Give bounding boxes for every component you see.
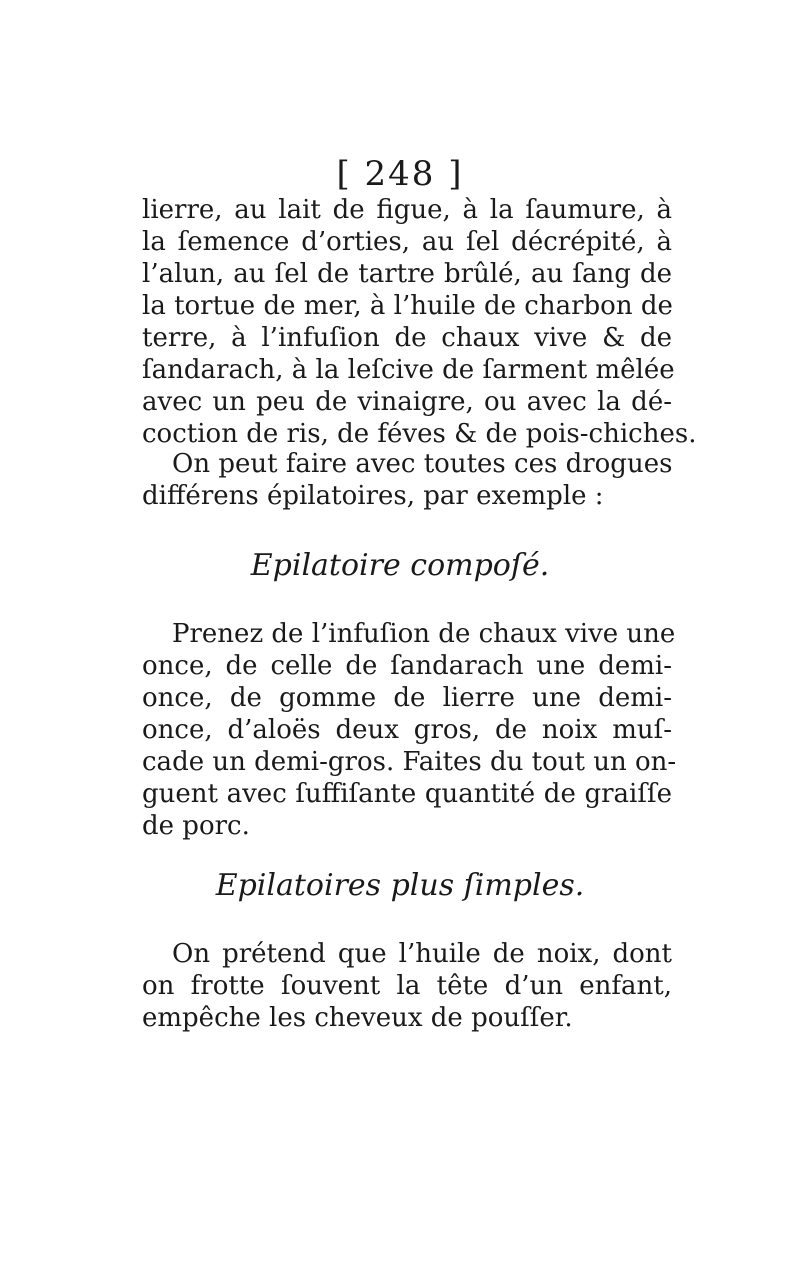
text-line: la ſemence d’orties, au ſel décrépité, à	[142, 227, 672, 257]
text-line: On peut faire avec toutes ces drogues	[172, 449, 673, 479]
text-line: la tortue de mer, à l’huile de charbon de	[142, 291, 673, 321]
text-line: Prenez de l’infuſion de chaux vive une	[172, 619, 676, 649]
text-line: différens épilatoires, par exemple :	[142, 481, 604, 511]
text-line: on frotte ſouvent la tête d’un enfant,	[142, 971, 672, 1001]
section-heading: Epilatoires plus ſimples.	[215, 868, 585, 903]
text-line: ſandarach, à la leſcive de ſarment mêlée	[142, 355, 675, 385]
paragraph-4	[142, 938, 672, 1034]
text-line: terre, à l’infuſion de chaux vive & de	[142, 323, 672, 353]
paragraph-3	[142, 618, 677, 842]
section-heading: Epilatoire compoſé.	[250, 548, 550, 583]
text-line: de porc.	[142, 811, 250, 841]
text-line: once, d’aloës deux gros, de noix muſ-	[142, 715, 672, 745]
text-line: avec un peu de vinaigre, ou avec la dé-	[142, 387, 672, 417]
text-line: once, de gomme de lierre une demi-	[142, 683, 672, 713]
text-line: lierre, au lait de figue, à la ſaumure, à	[142, 195, 672, 225]
text-line: cade un demi-gros. Faites du tout un on-	[142, 747, 677, 777]
text-line: l’alun, au ſel de tartre brûlé, au ſang de	[142, 259, 672, 289]
text-line: once, de celle de ſandarach une demi-	[142, 651, 672, 681]
paragraph-2	[142, 448, 672, 512]
text-line: coction de ris, de féves & de pois-chiches.	[142, 419, 697, 449]
paragraph-1	[142, 194, 697, 450]
page-number: [ 248 ]	[336, 154, 464, 194]
text-line: On prétend que l’huile de noix, dont	[172, 939, 672, 969]
text-line: empêche les cheveux de pouſſer.	[142, 1003, 573, 1033]
text-line: guent avec ſuffiſante quantité de graiſſe	[142, 779, 672, 809]
